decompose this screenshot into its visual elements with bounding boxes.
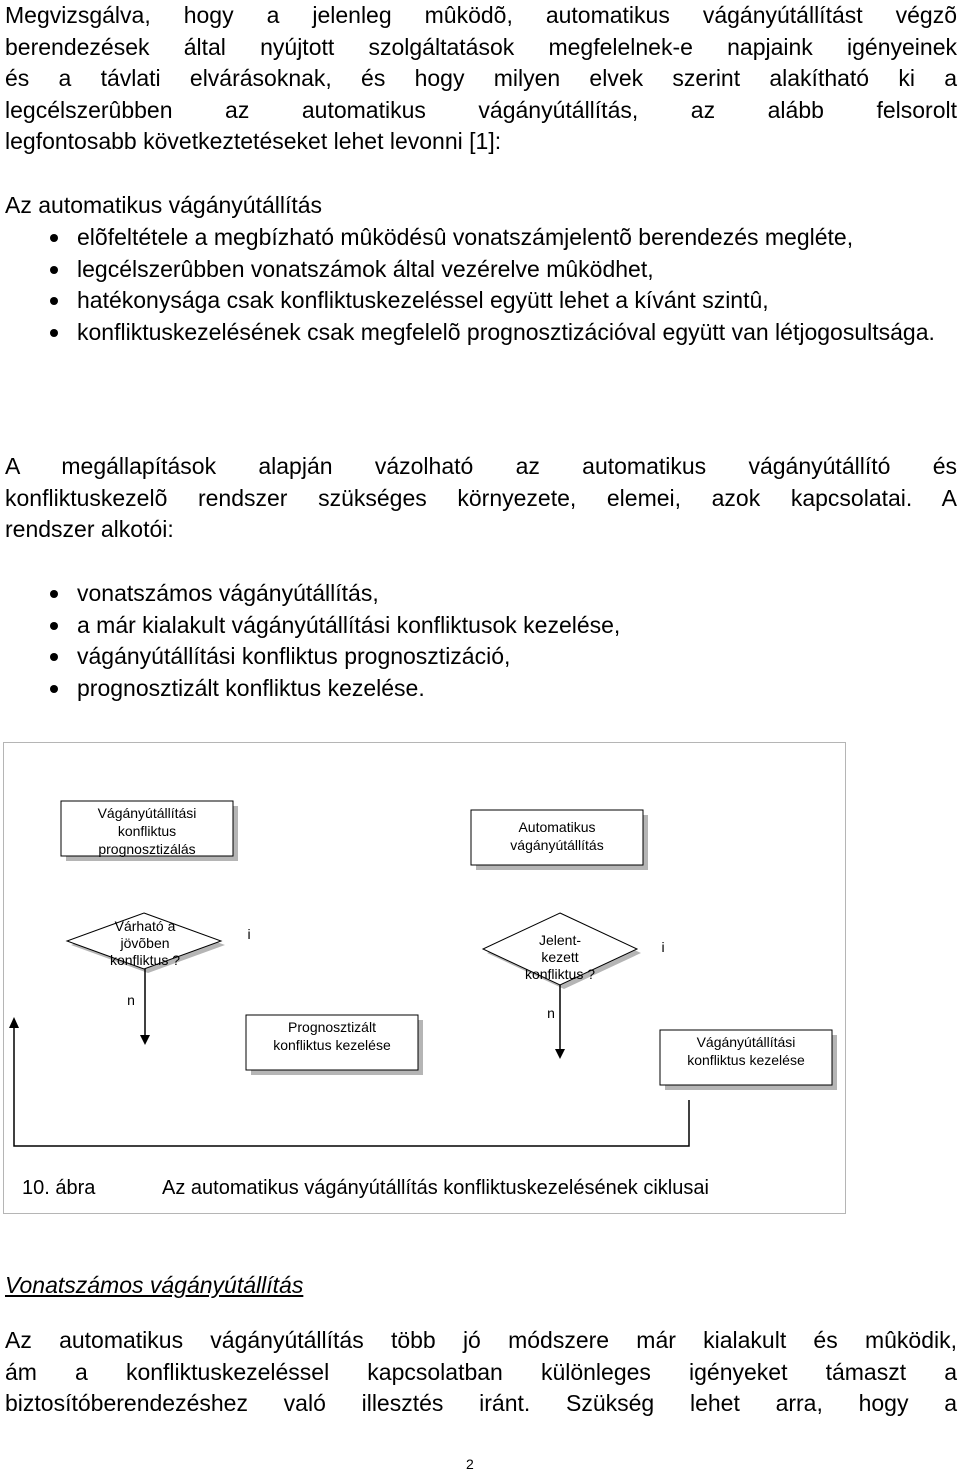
- components-list: [0, 578, 960, 704]
- list-item: [0, 285, 960, 317]
- closing-line: biztosítóberendezéshez való illesztés iránt. Szükség lehet arra, hogy a: [5, 1390, 957, 1416]
- yes-label: i: [247, 926, 251, 942]
- no-label: n: [127, 992, 135, 1008]
- list-item-text: konfliktuskezelésének csak megfelelõ prognosztizációval együtt van létjogosultsága.: [77, 318, 935, 345]
- decision-reported-line: konfliktus ?: [524, 966, 596, 982]
- intro-paragraph: [5, 0, 957, 158]
- list-item: [0, 673, 960, 705]
- intro-line: berendezések által nyújtott szolgáltatások megfelelnek-e napjaink igényeinek: [5, 33, 957, 60]
- list-item: [0, 254, 960, 286]
- system-line: A megállapítások alapján vázolható az automatikus vágányútállító és: [5, 453, 957, 479]
- decision-expected-line: konfliktus ?: [109, 952, 181, 968]
- box-prognosis-line: Vágányútállítási: [97, 805, 197, 821]
- no-label: n: [547, 1005, 555, 1021]
- intro-line: legfontosabb következtetéseket lehet levonni [1]:: [5, 128, 502, 154]
- yes-label: i: [661, 939, 665, 955]
- list-item-text: legcélszerûbben vonatszámok által vezérelve mûködhet,: [77, 255, 654, 282]
- section-lead: Az automatikus vágányútállítás: [5, 192, 323, 218]
- box-automatic-line: Automatikus: [518, 819, 596, 835]
- flowchart-diagram: [4, 743, 845, 1213]
- box-predicted-line: Prognosztizált: [288, 1019, 376, 1035]
- list-item: [0, 610, 960, 642]
- box-automatic-line: vágányútállítás: [510, 837, 604, 853]
- bullet-icon: [50, 266, 58, 274]
- section-heading: Vonatszámos vágányútállítás: [5, 1272, 304, 1298]
- bullet-icon: [50, 622, 58, 630]
- box-predicted-handling: [246, 1015, 423, 1075]
- arrow-down-icon: [555, 1049, 565, 1059]
- closing-line: Az automatikus vágányútállítás több jó módszere már kialakult és mûködik,: [5, 1327, 957, 1353]
- arrow-up-icon: [9, 1017, 19, 1028]
- intro-line: legcélszerûbben az automatikus vágányútállítás, az alább felsorolt: [5, 96, 957, 123]
- bullet-icon: [50, 653, 58, 661]
- system-line: rendszer alkotói:: [5, 516, 174, 542]
- list-item-text: elõfeltétele a megbízható mûködésû vonatszámjelentõ berendezés megléte,: [77, 224, 854, 250]
- box-conflict-line: Vágányútállítási: [696, 1034, 796, 1050]
- box-automatic: [471, 810, 648, 870]
- arrow-down-icon: [140, 1035, 150, 1045]
- decision-expected-line: jövõben: [120, 935, 170, 951]
- bullet-icon: [50, 685, 58, 693]
- decision-expected: [67, 913, 225, 973]
- closing-line: ám a konfliktuskezeléssel kapcsolatban különleges igényeket támaszt a: [5, 1358, 957, 1385]
- box-prognosis-line: konfliktus: [117, 823, 177, 839]
- intro-line: és a távlati elvárásoknak, és hogy milyen elvek szerint alakítható ki a: [5, 65, 957, 91]
- list-item-text: prognosztizált konfliktus kezelése.: [77, 674, 425, 701]
- page-number: 2: [466, 1456, 474, 1472]
- box-conflict-line: konfliktus kezelése: [687, 1052, 805, 1068]
- figure-number: 10. ábra: [22, 1177, 96, 1199]
- system-paragraph: [5, 451, 957, 546]
- list-item-text: vágányútállítási konfliktus prognosztizáció,: [77, 643, 511, 669]
- system-line: konfliktuskezelõ rendszer szükséges környezete, elemei, azok kapcsolatai. A: [5, 484, 957, 511]
- figure-caption: Az automatikus vágányútállítás konfliktuskezelésének ciklusai: [162, 1177, 709, 1199]
- flowchart-figure: [3, 742, 846, 1214]
- decision-reported-line: kezett: [541, 949, 579, 965]
- list-item-text: a már kialakult vágányútállítási konfliktusok kezelése,: [77, 611, 621, 638]
- intro-line: Megvizsgálva, hogy a jelenleg mûködõ, automatikus vágányútállítást végzõ: [5, 2, 957, 28]
- decision-reported: [483, 913, 641, 989]
- conclusions-list: [0, 222, 960, 348]
- list-item: [0, 222, 960, 254]
- box-prognosis-line: prognosztizálás: [98, 841, 196, 857]
- bullet-icon: [50, 234, 58, 242]
- list-item-text: hatékonysága csak konfliktuskezeléssel együtt lehet a kívánt szintû,: [77, 287, 769, 313]
- list-item-text: vonatszámos vágányútállítás,: [77, 580, 379, 606]
- list-item: [0, 317, 960, 349]
- bullet-icon: [50, 297, 58, 305]
- closing-paragraph: [5, 1325, 957, 1420]
- decision-expected-line: Várható a: [114, 918, 176, 934]
- box-predicted-line: konfliktus kezelése: [273, 1037, 391, 1053]
- decision-reported-line: Jelent-: [538, 932, 582, 948]
- bullet-icon: [50, 590, 58, 598]
- list-item: [0, 578, 960, 610]
- box-prognosis: [61, 801, 238, 861]
- bullet-icon: [50, 329, 58, 337]
- list-item: [0, 641, 960, 673]
- box-conflict-handling: [660, 1030, 837, 1090]
